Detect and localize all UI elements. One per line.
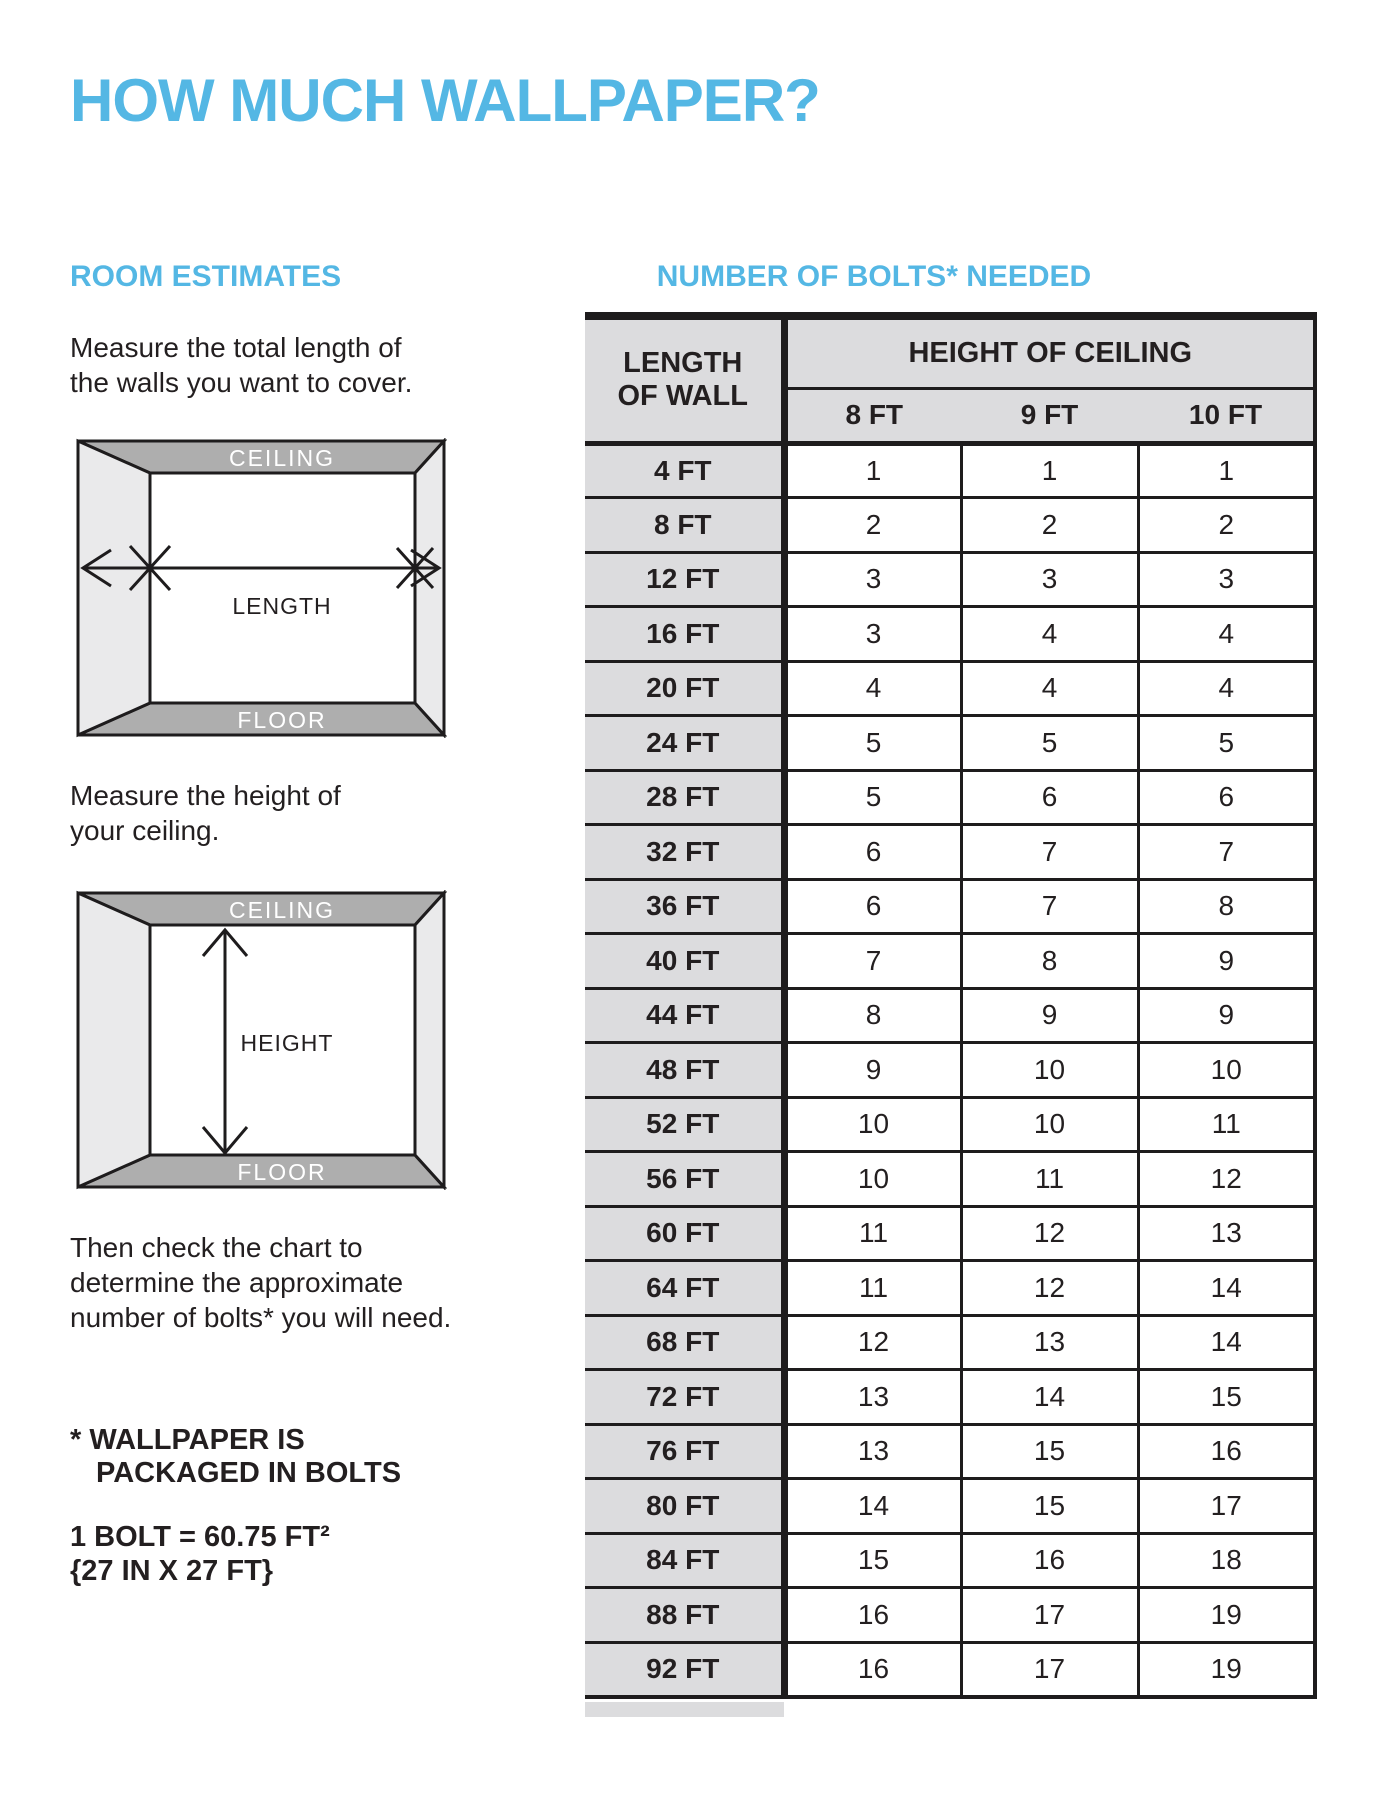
bolts-needed-heading: NUMBER OF BOLTS* NEEDED: [656, 260, 1092, 293]
wall-length-cell: 20 FT: [585, 661, 784, 716]
measure-length-instruction: [70, 330, 412, 400]
wall-length-cell: 84 FT: [585, 1533, 784, 1588]
bolt-count-cell: 4: [1138, 661, 1315, 716]
bolt-count-cell: 13: [1138, 1206, 1315, 1261]
height-label: HEIGHT: [240, 1030, 334, 1056]
wall-length-cell: 52 FT: [585, 1097, 784, 1152]
bolt-count-cell: 6: [1138, 770, 1315, 825]
bolt-count-cell: 9: [961, 988, 1138, 1043]
bolt-count-cell: 12: [961, 1261, 1138, 1316]
wall-length-cell: 32 FT: [585, 825, 784, 880]
bolt-count-cell: 10: [784, 1097, 961, 1152]
bolt-count-cell: 11: [961, 1152, 1138, 1207]
measure-height-instruction: [70, 778, 341, 848]
bolt-count-cell: 15: [961, 1479, 1138, 1534]
room-estimates-heading: ROOM ESTIMATES: [70, 260, 342, 293]
instruction-line: the walls you want to cover.: [70, 367, 413, 398]
room-length-diagram: [75, 438, 447, 738]
table-row: [585, 1533, 1315, 1588]
instruction-line: Then check the chart to: [70, 1232, 363, 1263]
ceiling-9ft-header: 9 FT: [961, 388, 1138, 443]
bolt-size-line: {27 IN X 27 FT}: [70, 1555, 274, 1587]
table-row: [585, 988, 1315, 1043]
bolt-size-info: [70, 1520, 330, 1588]
table-bottom-stub: [585, 1702, 784, 1717]
bolt-count-cell: 16: [1138, 1424, 1315, 1479]
bolt-count-cell: 18: [1138, 1533, 1315, 1588]
height-of-ceiling-header: HEIGHT OF CEILING: [784, 316, 1315, 388]
bolt-table-container: [585, 312, 1317, 1699]
bolt-count-cell: 7: [784, 934, 961, 989]
length-label: LENGTH: [232, 593, 332, 619]
bolt-count-cell: 10: [1138, 1043, 1315, 1098]
bolt-count-cell: 5: [784, 770, 961, 825]
bolt-count-cell: 3: [784, 607, 961, 662]
table-row: [585, 879, 1315, 934]
wall-length-cell: 28 FT: [585, 770, 784, 825]
table-row: [585, 1097, 1315, 1152]
room-left-wall: [78, 441, 150, 735]
page-title: HOW MUCH WALLPAPER?: [70, 67, 820, 134]
bolt-count-cell: 12: [784, 1315, 961, 1370]
footnote-line: * WALLPAPER IS: [70, 1424, 305, 1456]
bolt-count-cell: 15: [1138, 1370, 1315, 1425]
wall-length-cell: 12 FT: [585, 552, 784, 607]
bolt-count-cell: 9: [784, 1043, 961, 1098]
bolt-count-cell: 13: [784, 1370, 961, 1425]
bolt-count-cell: 13: [784, 1424, 961, 1479]
wall-length-cell: 92 FT: [585, 1642, 784, 1697]
bolt-table-head: [585, 316, 1315, 443]
bolt-count-cell: 2: [961, 498, 1138, 553]
table-row: [585, 1479, 1315, 1534]
room-right-wall: [415, 441, 444, 735]
bolt-count-cell: 2: [1138, 498, 1315, 553]
length-of-wall-header: [585, 316, 784, 443]
instruction-line: your ceiling.: [70, 815, 220, 846]
wall-length-cell: 72 FT: [585, 1370, 784, 1425]
wall-length-cell: 24 FT: [585, 716, 784, 771]
wall-length-cell: 76 FT: [585, 1424, 784, 1479]
bolt-count-cell: 7: [961, 879, 1138, 934]
bolts-footnote: [70, 1424, 401, 1490]
bolt-count-cell: 3: [1138, 552, 1315, 607]
bolt-count-cell: 1: [784, 443, 961, 498]
bolt-table-body: [585, 443, 1315, 1697]
bolt-count-cell: 16: [784, 1588, 961, 1643]
bolt-count-cell: 1: [961, 443, 1138, 498]
bolt-count-cell: 13: [961, 1315, 1138, 1370]
table-row: [585, 825, 1315, 880]
bolt-count-cell: 8: [961, 934, 1138, 989]
bolt-count-cell: 6: [784, 879, 961, 934]
footnote-line: PACKAGED IN BOLTS: [96, 1457, 402, 1489]
bolt-count-cell: 2: [784, 498, 961, 553]
bolt-count-cell: 10: [784, 1152, 961, 1207]
bolt-size-line: 1 BOLT = 60.75 FT²: [70, 1521, 330, 1553]
bolt-count-cell: 1: [1138, 443, 1315, 498]
bolt-count-cell: 8: [1138, 879, 1315, 934]
table-row: [585, 1370, 1315, 1425]
table-row: [585, 770, 1315, 825]
bolt-count-cell: 12: [961, 1206, 1138, 1261]
room-height-diagram: [75, 890, 447, 1190]
wall-length-cell: 60 FT: [585, 1206, 784, 1261]
bolt-count-cell: 9: [1138, 988, 1315, 1043]
bolt-count-cell: 5: [1138, 716, 1315, 771]
table-row: [585, 498, 1315, 553]
bolt-count-cell: 6: [784, 825, 961, 880]
bolt-count-cell: 15: [961, 1424, 1138, 1479]
instruction-line: number of bolts* you will need.: [70, 1302, 452, 1333]
wall-length-cell: 56 FT: [585, 1152, 784, 1207]
wall-length-cell: 44 FT: [585, 988, 784, 1043]
bolt-count-cell: 10: [961, 1097, 1138, 1152]
bolt-count-cell: 4: [961, 607, 1138, 662]
bolt-count-cell: 4: [784, 661, 961, 716]
bolt-count-cell: 11: [784, 1261, 961, 1316]
bolt-count-cell: 14: [1138, 1261, 1315, 1316]
bolt-count-cell: 10: [961, 1043, 1138, 1098]
instruction-line: Measure the height of: [70, 780, 341, 811]
table-header-row: [585, 316, 1315, 388]
wall-length-cell: 4 FT: [585, 443, 784, 498]
bolt-count-cell: 12: [1138, 1152, 1315, 1207]
bolt-count-cell: 5: [784, 716, 961, 771]
room-right-wall: [415, 893, 444, 1187]
check-chart-instruction: [70, 1230, 451, 1335]
instruction-line: Measure the total length of: [70, 332, 402, 363]
bolt-count-cell: 16: [961, 1533, 1138, 1588]
table-row: [585, 1642, 1315, 1697]
bolt-count-cell: 9: [1138, 934, 1315, 989]
bolt-count-cell: 14: [961, 1370, 1138, 1425]
bolt-count-cell: 6: [961, 770, 1138, 825]
wall-length-cell: 36 FT: [585, 879, 784, 934]
wall-length-cell: 48 FT: [585, 1043, 784, 1098]
bolt-count-cell: 7: [961, 825, 1138, 880]
bolt-count-cell: 15: [784, 1533, 961, 1588]
bolt-count-cell: 17: [961, 1588, 1138, 1643]
wall-length-cell: 16 FT: [585, 607, 784, 662]
wall-length-cell: 80 FT: [585, 1479, 784, 1534]
header-line: LENGTH: [623, 347, 743, 380]
table-row: [585, 1206, 1315, 1261]
ceiling-10ft-header: 10 FT: [1138, 388, 1315, 443]
bolt-count-cell: 14: [784, 1479, 961, 1534]
table-row: [585, 552, 1315, 607]
instruction-line: determine the approximate: [70, 1267, 404, 1298]
bolt-count-cell: 3: [961, 552, 1138, 607]
bolt-count-cell: 19: [1138, 1642, 1315, 1697]
table-row: [585, 443, 1315, 498]
bolt-count-cell: 4: [961, 661, 1138, 716]
ceiling-label: CEILING: [228, 897, 336, 923]
table-row: [585, 934, 1315, 989]
bolt-count-cell: 11: [1138, 1097, 1315, 1152]
bolt-count-cell: 17: [961, 1642, 1138, 1697]
bolt-count-cell: 4: [1138, 607, 1315, 662]
bolt-count-cell: 3: [784, 552, 961, 607]
table-row: [585, 1315, 1315, 1370]
table-row: [585, 661, 1315, 716]
table-row: [585, 1152, 1315, 1207]
bolt-count-cell: 19: [1138, 1588, 1315, 1643]
ceiling-8ft-header: 8 FT: [784, 388, 961, 443]
table-row: [585, 1043, 1315, 1098]
table-row: [585, 716, 1315, 771]
table-row: [585, 607, 1315, 662]
floor-label: FLOOR: [237, 707, 327, 733]
wall-length-cell: 8 FT: [585, 498, 784, 553]
wall-length-cell: 40 FT: [585, 934, 784, 989]
room-back-wall: [150, 473, 415, 703]
bolt-count-cell: 17: [1138, 1479, 1315, 1534]
bolt-count-cell: 7: [1138, 825, 1315, 880]
wall-length-cell: 88 FT: [585, 1588, 784, 1643]
bolt-count-cell: 16: [784, 1642, 961, 1697]
wall-length-cell: 64 FT: [585, 1261, 784, 1316]
table-row: [585, 1424, 1315, 1479]
header-line: OF WALL: [617, 380, 748, 413]
bolt-count-cell: 8: [784, 988, 961, 1043]
table-row: [585, 1588, 1315, 1643]
bolt-count-cell: 11: [784, 1206, 961, 1261]
bolt-table: [585, 312, 1317, 1699]
bolt-count-cell: 14: [1138, 1315, 1315, 1370]
room-left-wall: [78, 893, 150, 1187]
table-row: [585, 1261, 1315, 1316]
ceiling-label: CEILING: [228, 445, 336, 471]
bolt-count-cell: 5: [961, 716, 1138, 771]
floor-label: FLOOR: [237, 1159, 327, 1185]
wall-length-cell: 68 FT: [585, 1315, 784, 1370]
